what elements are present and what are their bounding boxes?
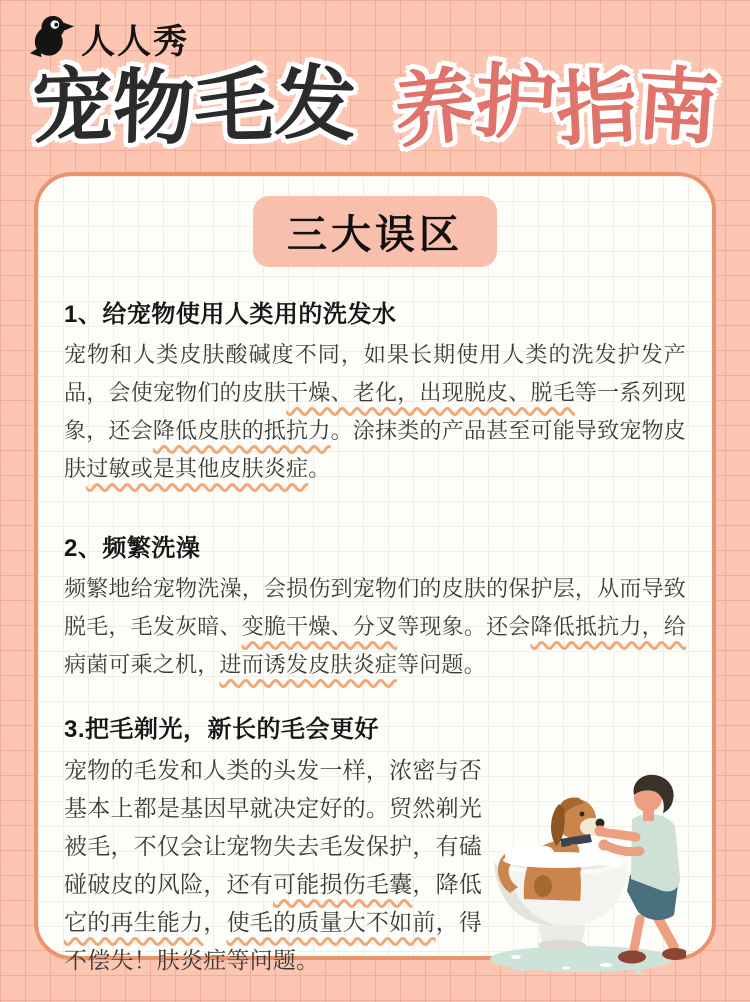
title-char: 宠: [30, 60, 115, 154]
section-2-heading: 2、频繁洗澡: [64, 535, 201, 562]
highlighted-text: 过敏或是其他皮肤炎症: [86, 456, 309, 481]
title-char: 护: [473, 56, 559, 152]
title-char: 养: [389, 60, 480, 158]
body-text: 宠物的毛发和人类的头发一样，浓密与否基本上都是基因早就决定好的。贸然剃光被毛，不仅会让宠物失去毛发保护，有磕碰破皮的风险，还有: [64, 757, 482, 897]
section-1-body: [64, 336, 686, 488]
body-text: ，得不偿失！肤炎症等问题。: [64, 909, 483, 973]
illustration-man-washing-dog: [486, 753, 686, 977]
section-3-heading: 3.把毛剃光，新长的毛会更好: [64, 716, 380, 743]
highlighted-text: 降低抵抗力，给: [530, 614, 686, 639]
title-char: 发: [273, 58, 358, 152]
highlighted-text: 它的再生能力: [64, 909, 204, 935]
highlighted-text: 可能损伤毛囊: [273, 871, 413, 897]
page-title-black: [32, 48, 356, 166]
content-card: [34, 172, 716, 973]
section-2-body: [64, 570, 686, 684]
body-text: 等一系列现象，还会: [64, 380, 686, 443]
highlighted-text: 进而诱发皮肤炎症: [219, 652, 398, 677]
body-text: 等问题。: [397, 652, 486, 677]
title-char: 毛: [192, 61, 276, 153]
section-3-text: [64, 757, 482, 973]
highlighted-text: 使毛的质量大不如前: [226, 909, 436, 935]
highlighted-text: 降低皮肤的抵抗力: [152, 418, 331, 443]
body-text: 宠物和人类皮肤酸碱度不同，如果长期使用人类的洗发护发产品，会使宠物们的皮肤: [64, 342, 686, 405]
section-1-heading: 1、给宠物使用人类用的洗发水: [64, 301, 397, 328]
title-char: 指: [554, 61, 640, 157]
title-char: 南: [634, 59, 722, 155]
highlighted-text: 变脆干燥、分叉: [241, 614, 398, 639]
body-text: ，: [203, 909, 227, 935]
body-text: 等现象。还会: [397, 614, 531, 639]
section-3-body: [64, 751, 686, 979]
body-text: ，降低: [412, 871, 482, 897]
highlighted-text: 干燥、老化，出现脱皮、脱毛: [286, 380, 575, 405]
section-2: [64, 528, 686, 684]
title-char: 物: [111, 62, 195, 156]
body-text: 。: [308, 456, 331, 481]
section-1: [64, 294, 686, 488]
section-3: [64, 709, 686, 979]
brand-name: 人人秀: [81, 23, 189, 61]
body-text: 。涂抹类的产品甚至可能导致宠物皮肤: [64, 418, 686, 481]
page-title: [0, 48, 750, 166]
page-title-red: [389, 48, 722, 166]
body-text: 病菌可乘之机，: [64, 652, 220, 677]
badge-three-mistakes: 三大误区: [253, 196, 497, 267]
body-text: 频繁地给宠物洗澡，会损伤到宠物们的皮肤的保护层，从而导致脱毛，毛发灰暗、: [64, 576, 686, 639]
